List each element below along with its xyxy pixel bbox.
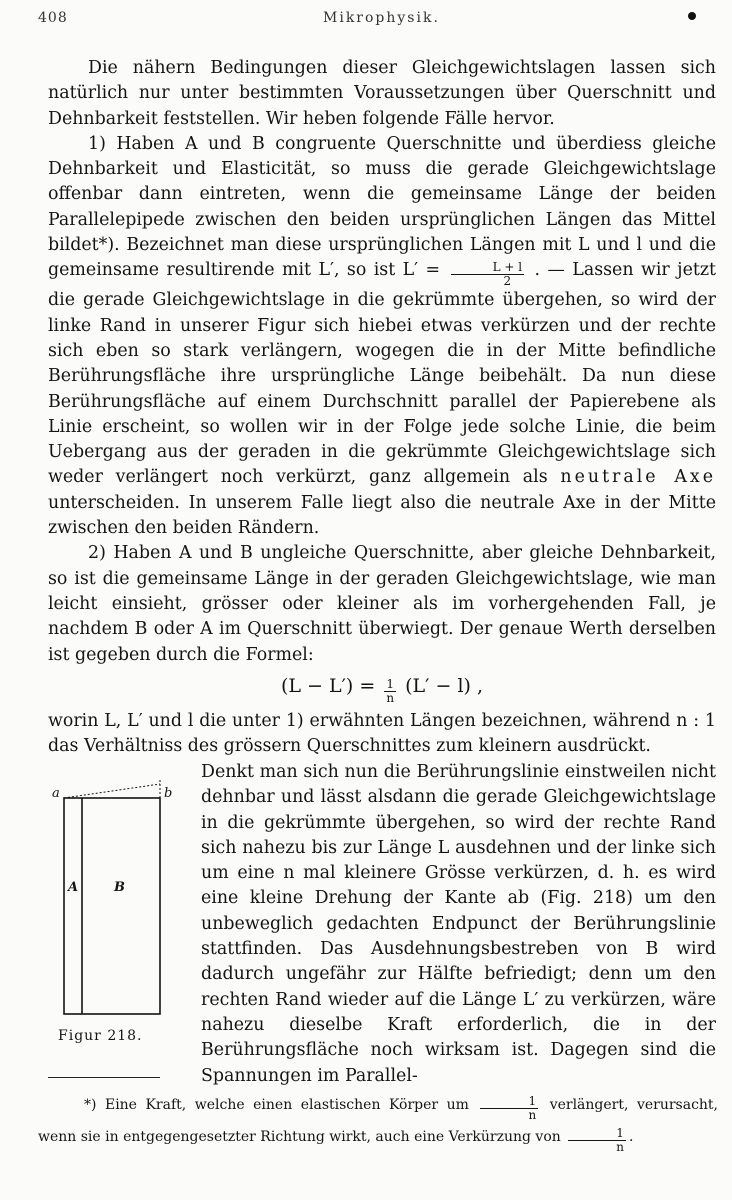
footnote-fraction-2 [568,1127,626,1154]
formula-left: (L − L′) = [280,674,376,697]
paragraph-case-1 [48,132,716,541]
paragraph-case-2: 2) Haben A und B ungleiche Querschnitte, aber gleiche Dehnbarkeit, so ist die gemeinsame Länge in der geraden Gleichgewichtslage, wie man leicht einsieht, grösser oder kleiner als im vorhergehenden Fall, je nachdem B oder A im Querschnitt überwiegt. Der genaue Werth derselben ist gegeben durch die Formel: [48,543,716,665]
formula-fraction [384,678,396,705]
figure-label-b: b [164,786,173,801]
case-1-text-c: unterscheiden. In unserem Falle liegt also die neutrale Axe in der Mitte zwischen den beiden Rändern. [48,492,716,539]
page-header [38,10,702,34]
case-1-text-b: . — Lassen wir jetzt die gerade Gleichgewichtslage in die gekrümmte übergehen, so wird der linke Rand in unserer Figur sich hiebei etwas verkürzen und der rechte sich eben so stark verlängern, wogegen die in der Mitte befindliche Berührungsfläche ihre ursprüngliche Länge beibehält. Da nun diese Berührungsfläche auf einem Durchschnitt parallel der Papierebene als Linie erscheint, so wollen wir in der Folge jede solche Linie, die beim Uebergang aus der geraden in die gekrümmte Gleichgewichtslage sich weder verlängert noch verkürzt, ganz allgemein als [48,260,716,488]
paragraph-intro: Die nähern Bedingungen dieser Gleichgewichtslagen lassen sich natürlich nur unter bestimmten Voraussetzungen über Querschnitt und Dehnbarkeit feststellen. Wir heben folgende Fälle hervor. [48,58,716,129]
footnote-text [38,1090,718,1154]
figure-218 [48,760,198,1060]
fraction-mean-length [451,261,525,288]
figure-label-B: B [114,880,125,895]
footnote-text-b: verlängert, verursacht, wenn sie in entgegengesetzter Richtung wirkt, auch eine Verkürzung von [38,1097,718,1145]
footnote-fraction-2-den: n [616,1140,624,1154]
paragraph-formula-explanation: worin L, L′ und l die unter 1) erwähnten Längen bezeichnen, während n : 1 das Verhältniss des grössern Querschnittes zum kleinern ausdrückt. [48,710,716,757]
ink-dot-mark [688,12,696,20]
footnote-text-c: . [628,1129,634,1145]
text-beside-figure [201,760,716,1089]
footnote-text-a: *) Eine Kraft, welche einen elastischen Körper um [84,1097,469,1113]
outer-parallelepiped [64,798,160,1014]
formula [48,674,716,705]
footnote-fraction-1-den: n [528,1108,537,1122]
figure-label-A: A [68,880,79,895]
term-neutral-axis: neutrale Axe [560,467,716,488]
figure-label-a: a [52,786,60,801]
case-1-text-a: 1) Haben A und B congruente Querschnitte und überdiess gleiche Dehnbarkeit und Elasticität, so muss die gerade Gleichgewichtslage offenbar dann eintreten, wenn die gemeinsame Länge der beiden Parallelepipede zwischen den beiden ursprünglichen Längen das Mittel bildet*). Bezeichnet man diese ursprünglichen Längen mit L und l und die gemeinsame resultirende mit L′, so ist L′ = [48,133,716,281]
paragraph-beside-figure: Denkt man sich nun die Berührungslinie einstweilen nicht dehnbar und lässt alsdann die gerade Gleichgewichtslage in die gekrümmte übergehen, so wird der rechte Rand sich nahezu bis zur Länge L ausdehnen und der linke sich um eine n mal kleinere Grösse verkürzen, d. h. es wird eine kleine Drehung der Kante ab (Fig. 218) um den unbeweglich gedachten Endpunct der Berührungslinie stattfinden. Das Ausdehnungsbestreben von B wird dadurch ungefähr zur Hälfte befriedigt; denn um den rechten Rand wieder auf die Länge L′ zu verkürzen, wäre nahezu dieselbe Kraft erforderlich, die in der Berührungsfläche noch wirksam ist. Dagegen sind die Spannungen im Parallel- [201,762,716,1086]
footnote-fraction-2-num: 1 [568,1127,626,1141]
main-text [48,56,716,759]
fraction-numerator: L + l [451,261,525,275]
fraction-denominator: 2 [503,274,512,289]
formula-right: (L′ − l) , [405,674,484,697]
formula-fraction-denominator: n [386,690,395,705]
figure-caption: Figur 218. [58,1028,143,1044]
page-number: 408 [38,10,68,26]
displaced-edge-dashed [64,784,160,798]
footnote-rule [48,1077,160,1078]
footnote-fraction-1-num: 1 [480,1095,538,1109]
formula-fraction-numerator: 1 [384,678,396,692]
footnote [38,1090,718,1154]
footnote-fraction-1 [480,1095,538,1122]
running-title: Mikrophysik. [323,10,440,26]
